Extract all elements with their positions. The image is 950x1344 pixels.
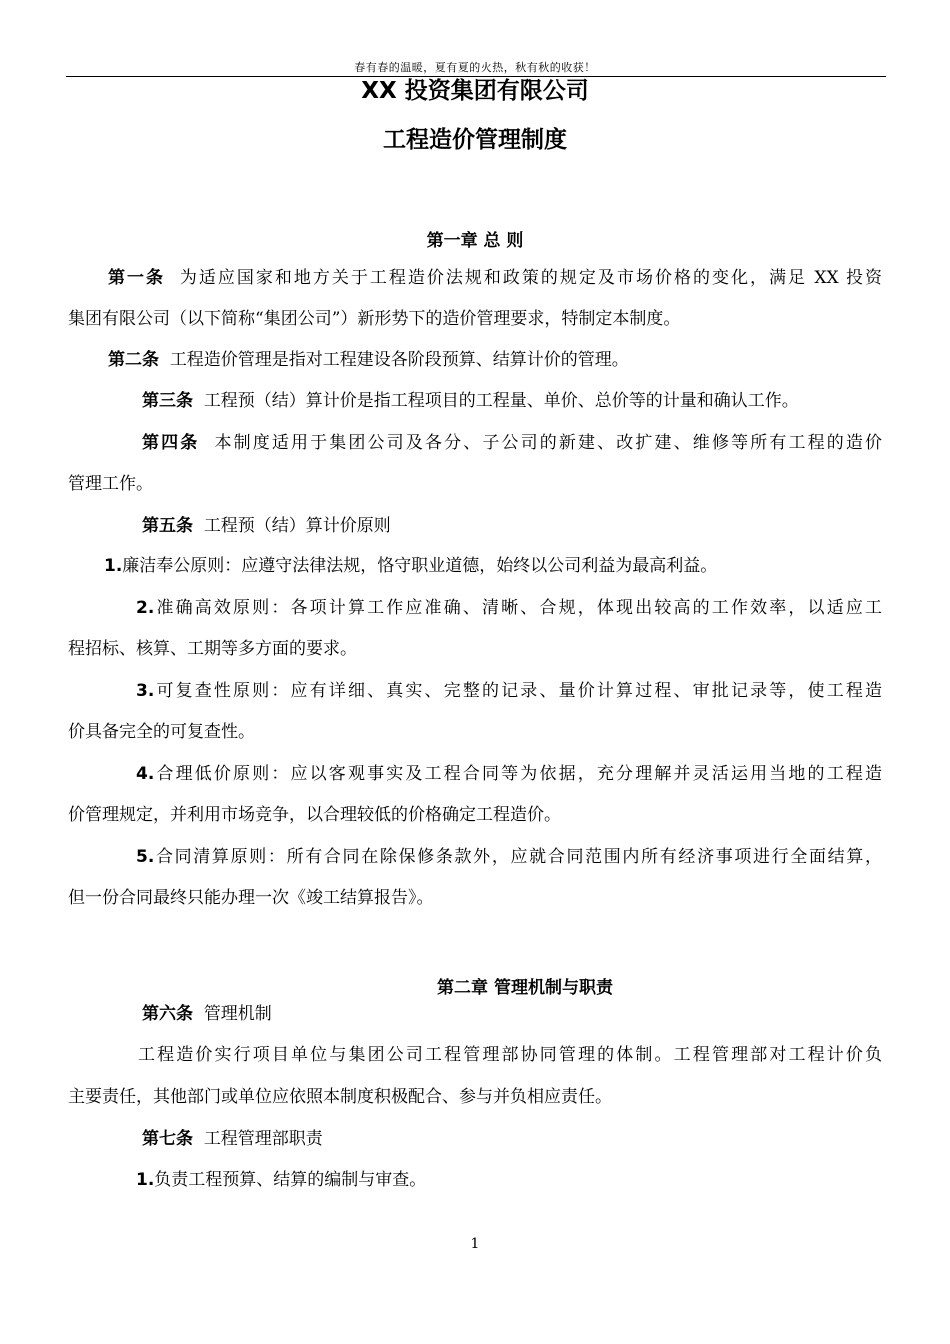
paragraph-line: 但一份合同最终只能办理一次《竣工结算报告》。 xyxy=(68,888,434,908)
paragraph-line: 管理工作。 xyxy=(68,474,153,494)
item-number: 3. xyxy=(136,681,155,701)
item-text: 负责工程预算、结算的编制与审查。 xyxy=(154,1170,427,1190)
paragraph-line: 主要责任，其他部门或单位应依照本制度积极配合、参与并负相应责任。 xyxy=(68,1087,612,1107)
article-label: 第四条 xyxy=(142,433,200,453)
article-paragraph xyxy=(142,999,950,1024)
document-title-company: XX 投资集团有限公司 xyxy=(361,78,589,104)
duty-item xyxy=(136,1165,950,1190)
paragraph-text: 管理机制 xyxy=(203,1004,272,1024)
article-label: 第六条 xyxy=(142,1004,193,1024)
paragraph-text: 工程预（结）算计价是指工程项目的工程量、单价、总价等的计量和确认工作。 xyxy=(203,391,799,411)
paragraph-line: 程招标、核算、工期等多方面的要求。 xyxy=(68,639,357,659)
article-paragraph xyxy=(142,428,882,453)
article-paragraph xyxy=(142,1124,950,1149)
item-number: 4. xyxy=(136,764,155,784)
principle-item xyxy=(136,593,882,618)
paragraph-text: 工程预（结）算计价原则 xyxy=(203,516,391,536)
item-number: 2. xyxy=(136,598,155,618)
paragraph-text: 工程造价管理是指对工程建设各阶段预算、结算计价的管理。 xyxy=(169,350,629,370)
item-text: 准确高效原则：各项计算工作应准确、清晰、合规，体现出较高的工作效率，以适应工 xyxy=(154,598,882,618)
chapter-heading: 第二章 管理机制与职责 xyxy=(437,978,613,998)
paragraph-text: 为适应国家和地方关于工程造价法规和政策的规定及市场价格的变化，满足 XX 投资 xyxy=(179,268,883,288)
document-title-regulation: 工程造价管理制度 xyxy=(383,127,567,153)
page-header-motto: 春有春的温暖，夏有夏的火热，秋有秋的收获！ xyxy=(354,61,596,74)
paragraph-line: 价管理规定，并利用市场竞争，以合理较低的价格确定工程造价。 xyxy=(68,805,561,825)
article-label: 第二条 xyxy=(108,350,159,370)
item-text: 合同清算原则：所有合同在除保修条款外，应就合同范围内所有经济事项进行全面结算， xyxy=(154,847,882,867)
paragraph-line: 集团有限公司（以下简称“集团公司”）新形势下的造价管理要求，特制定本制度。 xyxy=(68,309,681,329)
principle-item xyxy=(136,676,882,701)
paragraph-line: 价具备完全的可复查性。 xyxy=(68,722,255,742)
article-paragraph xyxy=(142,386,950,411)
paragraph-text: 本制度适用于集团公司及各分、子公司的新建、改扩建、维修等所有工程的造价 xyxy=(214,433,883,453)
principle-item xyxy=(136,842,882,867)
item-number: 5. xyxy=(136,847,155,867)
article-label: 第三条 xyxy=(142,391,193,411)
item-number: 1. xyxy=(136,1170,155,1190)
article-label: 第五条 xyxy=(142,516,193,536)
article-paragraph xyxy=(108,263,882,288)
item-text: 廉洁奉公原则：应遵守法律法规，恪守职业道德，始终以公司利益为最高利益。 xyxy=(122,556,718,576)
paragraph-text: 工程管理部职责 xyxy=(203,1129,323,1149)
chapter-heading: 第一章 总 则 xyxy=(426,231,524,251)
article-label: 第一条 xyxy=(108,268,166,288)
item-text: 可复查性原则：应有详细、真实、完整的记录、量价计算过程、审批记录等，使工程造 xyxy=(154,681,882,701)
article-paragraph xyxy=(142,511,950,536)
page-number: 1 xyxy=(470,1236,480,1252)
principle-item xyxy=(136,759,882,784)
item-text: 合理低价原则：应以客观事实及工程合同等为依据，充分理解并灵活运用当地的工程造 xyxy=(154,764,882,784)
principle-item xyxy=(104,551,918,576)
article-paragraph xyxy=(108,345,922,370)
article-label: 第七条 xyxy=(142,1129,193,1149)
paragraph-line: 工程造价实行项目单位与集团公司工程管理部协同管理的体制。工程管理部对工程计价负 xyxy=(138,1045,882,1065)
item-number: 1. xyxy=(104,556,123,576)
